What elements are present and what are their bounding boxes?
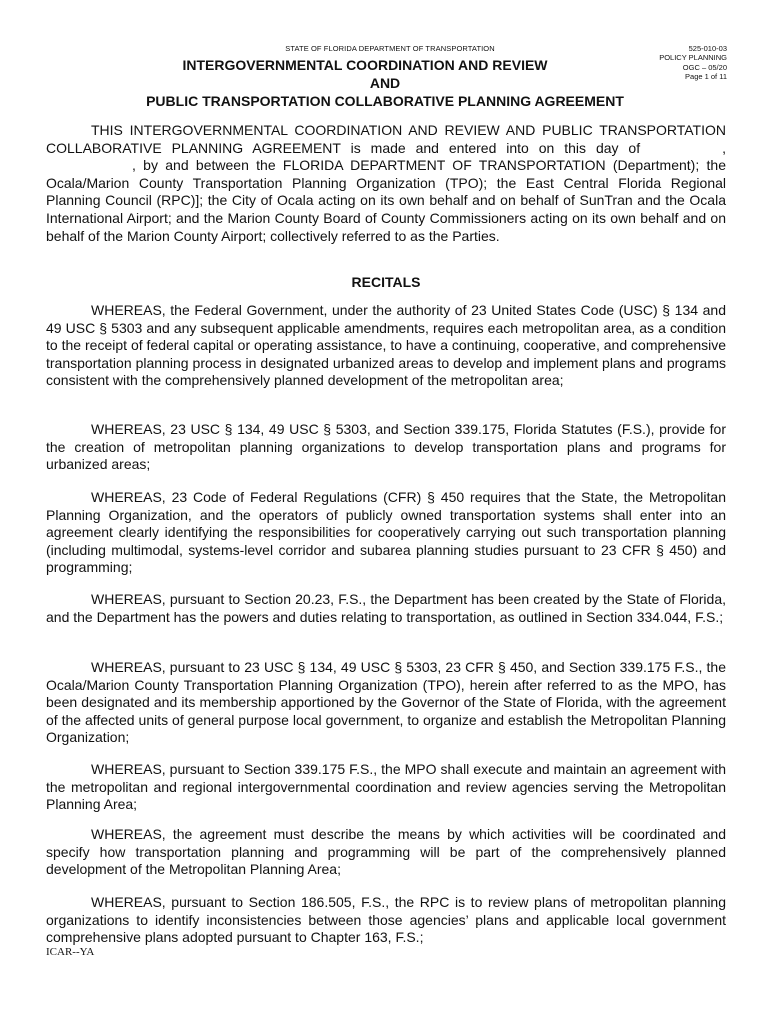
recitals-heading: RECITALS	[351, 274, 421, 290]
recital-paragraph-5: WHEREAS, pursuant to 23 USC § 134, 49 USC § 5303, 23 CFR § 450, and Section 339.175 F.S., the Ocala/Marion County Transportation Planning Organization (TPO), herein after referred to as the MPO, has been designated and its membership apportioned by the Governor of the State of Florida, with the agreement of the affected units of general purpose local government, to organize and establish the Metropolitan Planning Organization;	[46, 659, 726, 746]
agency-name: STATE OF FLORIDA DEPARTMENT OF TRANSPORTATION	[285, 44, 495, 53]
intro-paragraph	[46, 122, 726, 245]
intro-comma: ,	[722, 139, 726, 156]
intro-rest: , by and between the FLORIDA DEPARTMENT OF TRANSPORTATION (Department); the Ocala/Marion County Transportation Planning Organization (TPO); the East Central Florida Regional Planning Council (RPC)]; the City of Ocala acting on its own behalf and on behalf of SunTran and the Ocala International Airport; and the Marion County Board of County Commissioners acting on its own behalf and on behalf of the Marion County Airport; collectively referred to as the Parties.	[46, 157, 726, 244]
recital-paragraph-3: WHEREAS, 23 Code of Federal Regulations (CFR) § 450 requires that the State, the Metropolitan Planning Organization, and the operators of publicly owned transportation systems shall enter into an agreement clearly identifying the responsibilities for cooperatively carrying out such transportation planning (including multimodal, systems-level corridor and subarea planning studies pursuant to 23 CFR § 450) and programming;	[46, 489, 726, 576]
page-number: Page 1 of 11	[685, 71, 727, 81]
title-line-1: INTERGOVERNMENTAL COORDINATION AND REVIEW	[182, 57, 548, 73]
form-office: POLICY PLANNING	[659, 53, 727, 63]
recital-paragraph-4: WHEREAS, pursuant to Section 20.23, F.S., the Department has been created by the State of Florida, and the Department has the powers and duties relating to transportation, as outlined in Section 334.044, F.S.;	[46, 591, 726, 625]
recital-paragraph-8: WHEREAS, pursuant to Section 186.505, F.S., the RPC is to review plans of metropolitan planning organizations to identify inconsistencies between those agencies’ plans and applicable local government comprehensive plans adopted pursuant to Chapter 163, F.S.;	[46, 894, 726, 946]
recital-paragraph-6: WHEREAS, pursuant to Section 339.175 F.S., the MPO shall execute and maintain an agreement with the metropolitan and regional intergovernmental coordination and review agencies serving the Metropolitan Planning Area;	[46, 761, 726, 813]
recital-paragraph-1: WHEREAS, the Federal Government, under the authority of 23 United States Code (USC) § 134 and 49 USC § 5303 and any subsequent applicable amendments, requires each metropolitan area, as a condition to the receipt of federal capital or operating assistance, to have a continuing, cooperative, and comprehensive transportation planning process in designated urbanized areas to develop and implement plans and programs consistent with the comprehensively planned development of the metropolitan area;	[46, 302, 726, 389]
footer-code: ICAR--YA	[46, 946, 95, 958]
form-revision: OGC – 05/20	[682, 62, 727, 72]
recital-paragraph-7: WHEREAS, the agreement must describe the means by which activities will be coordinated and specify how transportation planning and programming will be part of the comprehensively planned development of the Metropolitan Planning Area;	[46, 826, 726, 878]
recital-paragraph-2: WHEREAS, 23 USC § 134, 49 USC § 5303, and Section 339.175, Florida Statutes (F.S.), provide for the creation of metropolitan planning organizations to develop transportation plans and programs for urbanized areas;	[46, 421, 726, 473]
title-line-3: PUBLIC TRANSPORTATION COLLABORATIVE PLANNING AGREEMENT	[146, 93, 624, 109]
intro-lead: THIS INTERGOVERNMENTAL COORDINATION AND REVIEW AND PUBLIC TRANSPORTATION COLLABORATIVE PLANNING AGREEMENT is made and entered into on this day of	[46, 122, 726, 156]
title-line-2: AND	[369, 75, 401, 91]
form-number: 525-010-03	[688, 44, 727, 53]
